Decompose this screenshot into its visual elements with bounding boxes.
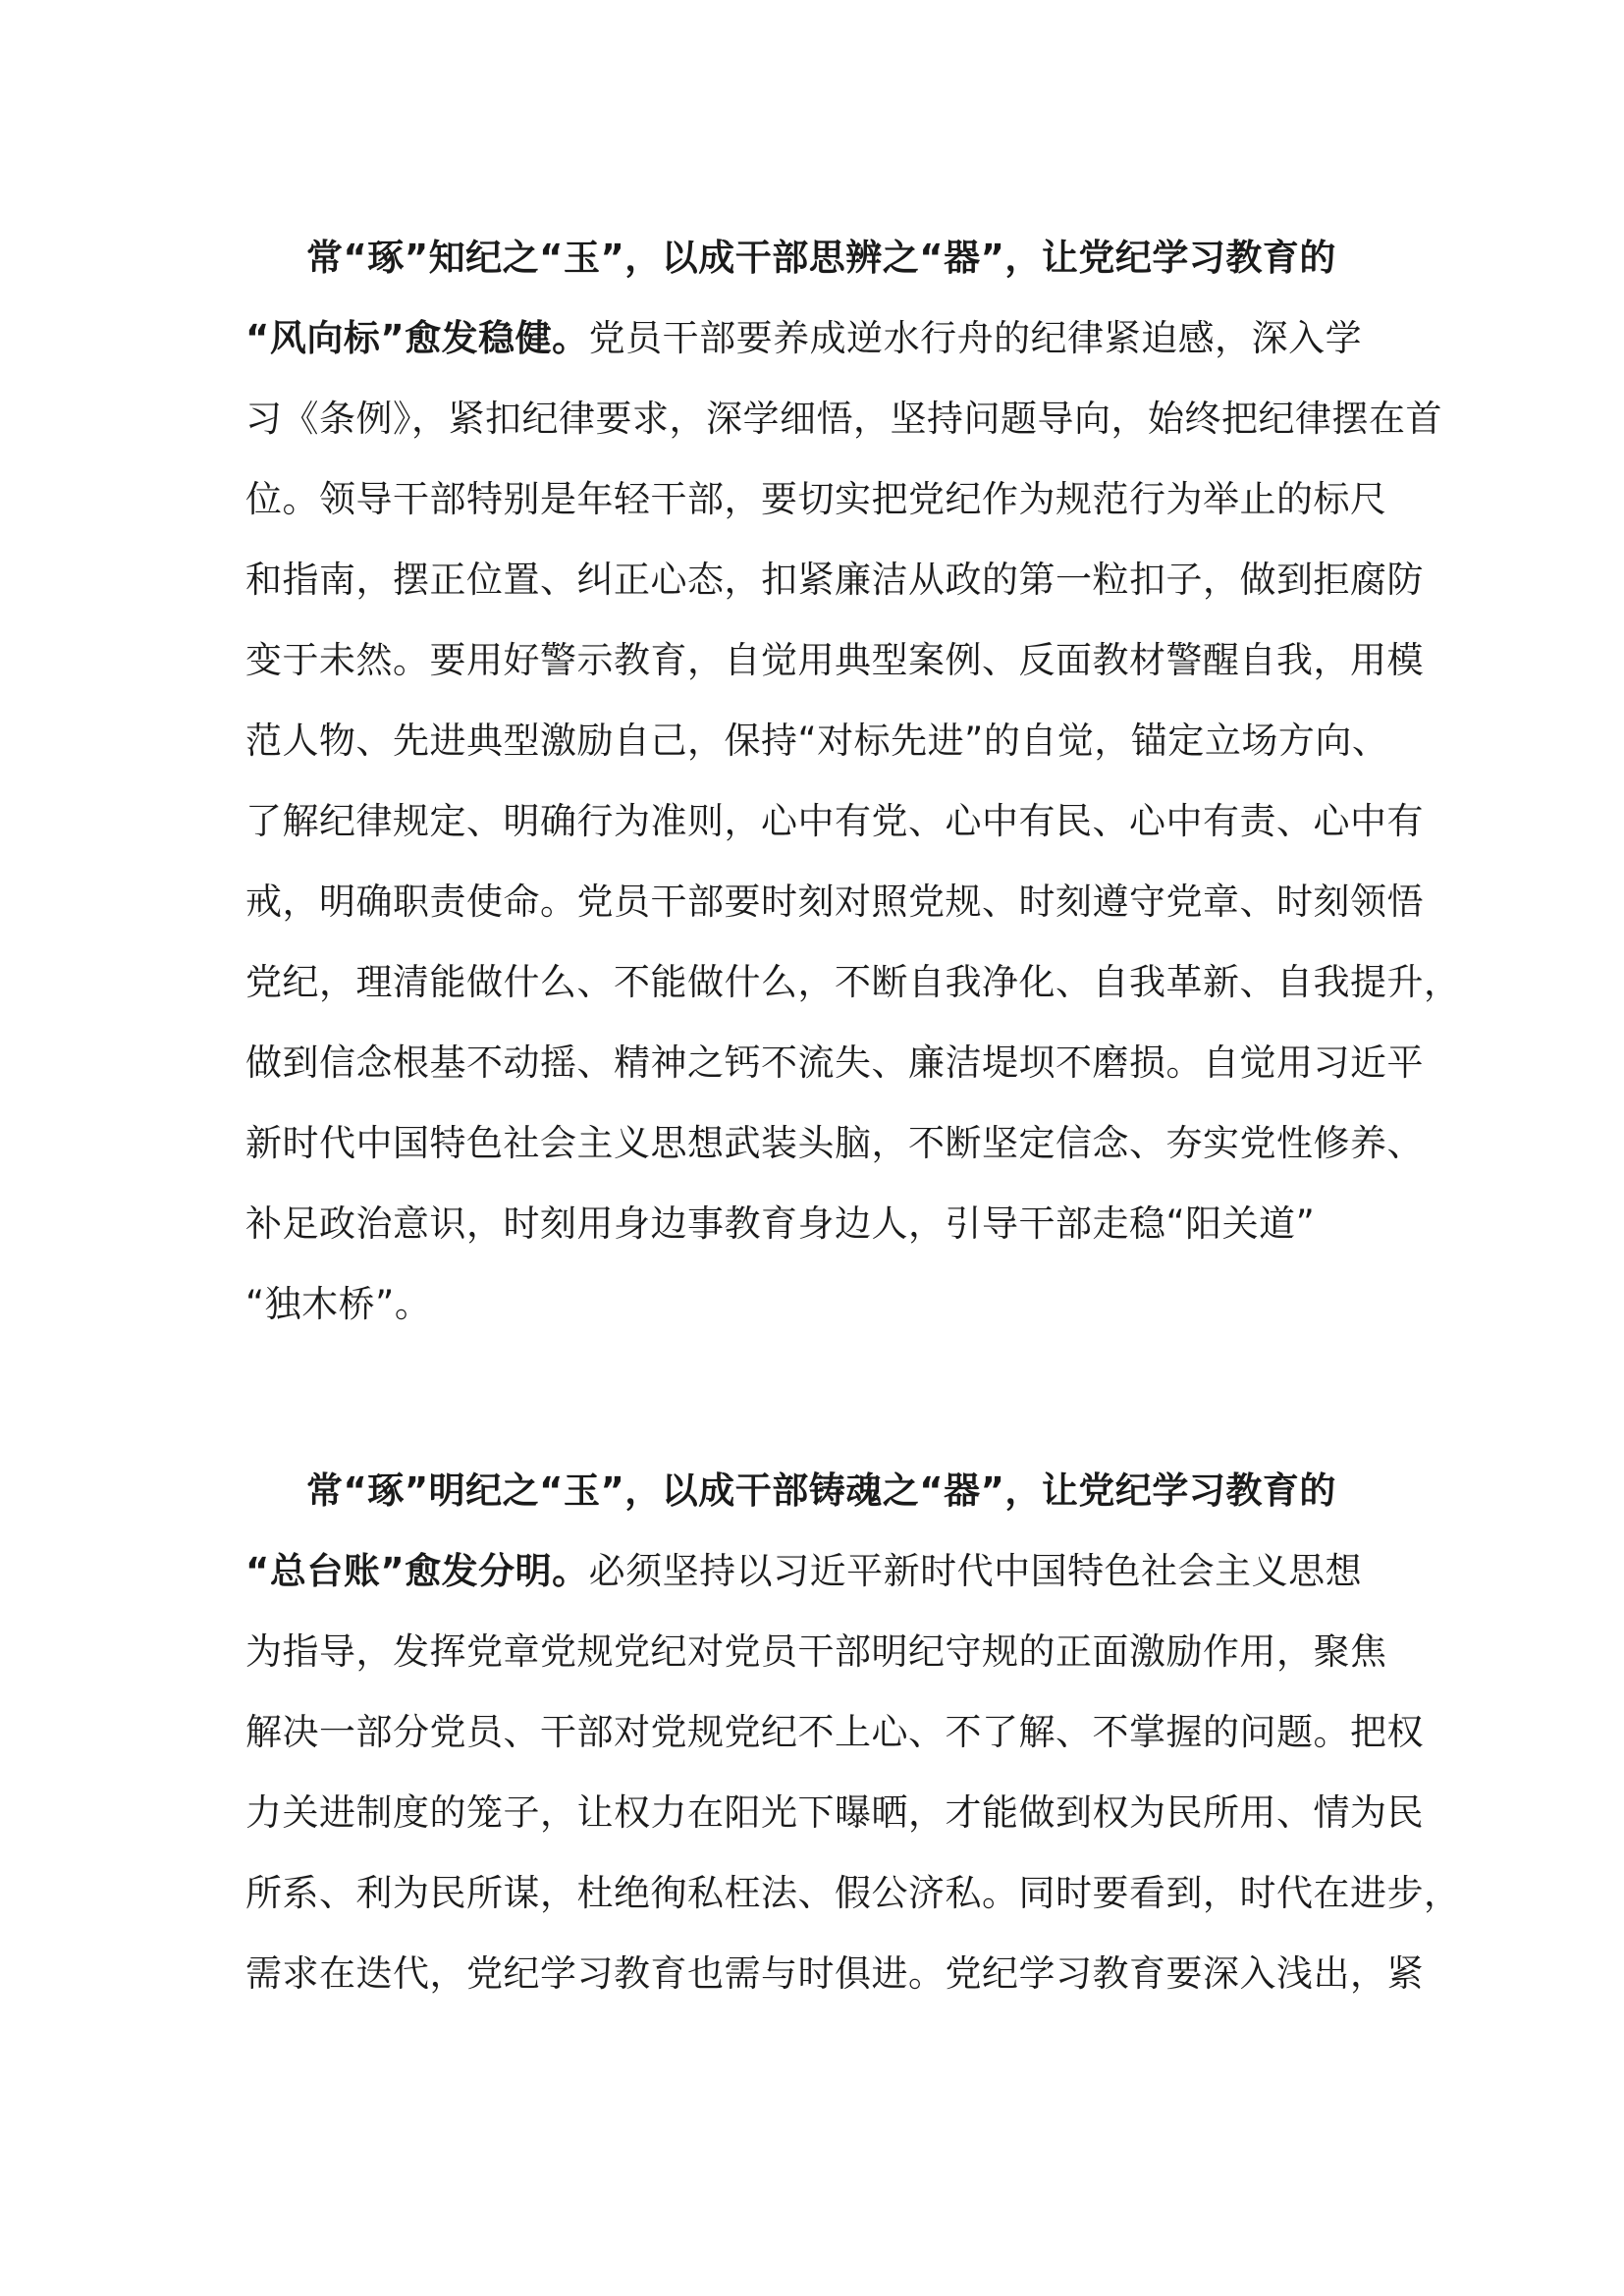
line-text: 解决一部分党员、干部对党规党纪不上心、不了解、不掌握的问题。把权 (245, 1711, 1424, 1753)
line-text: 变于未然。要用好警示教育，自觉用典型案例、反面教材警醒自我，用模 (245, 639, 1424, 681)
line-text: 习《条例》，紧扣纪律要求，深学细悟，坚持问题导向，始终把纪律摆在首 (245, 398, 1442, 440)
text-line (245, 781, 1424, 862)
text-line (245, 862, 1424, 942)
paragraph-1 (245, 218, 1461, 1345)
line-text: 新时代中国特色社会主义思想武装头脑，不断坚定信念、夯实党性修养、 (245, 1122, 1424, 1164)
text-line (245, 1612, 1387, 1692)
text-line (245, 1451, 1384, 1531)
paragraph-heading: 常“琢”明纪之“玉”，以成干部铸魂之“器”，让党纪学习教育的 (306, 1469, 1336, 1512)
line-text: “独木桥”。 (245, 1283, 432, 1325)
paragraph-2 (245, 1451, 1461, 2014)
line-text: 和指南，摆正位置、纠正心态，扣紧廉洁从政的第一粒扣子，做到拒腐防 (245, 559, 1424, 601)
line-text: 位。领导干部特别是年轻干部，要切实把党纪作为规范行为举止的标尺 (245, 478, 1387, 520)
line-text: 必须坚持以习近平新时代中国特色社会主义思想 (588, 1550, 1363, 1592)
text-line (245, 218, 1384, 298)
line-text: 为指导，发挥党章党规党纪对党员干部明纪守规的正面激励作用，聚焦 (245, 1630, 1387, 1673)
text-line (245, 620, 1424, 701)
paragraph-heading: “风向标”愈发稳健。 (245, 317, 589, 359)
line-text: 需求在迭代，党纪学习教育也需与时俱进。党纪学习教育要深入浅出，紧 (245, 1952, 1424, 1995)
paragraph-heading: 常“琢”知纪之“玉”，以成干部思辨之“器”，让党纪学习教育的 (306, 237, 1336, 279)
line-text: 党纪，理清能做什么、不能做什么，不断自我净化、自我革新、自我提升， (245, 961, 1461, 1003)
text-line (245, 540, 1424, 620)
text-line (245, 459, 1387, 540)
text-line (245, 1934, 1424, 2014)
text-line (245, 379, 1442, 459)
text-line (245, 1692, 1424, 1773)
text-line (245, 1531, 1384, 1612)
text-line (245, 1023, 1424, 1103)
paragraph-heading: “总台账”愈发分明。 (245, 1550, 589, 1592)
line-text: 范人物、先进典型激励自己，保持“对标先进”的自觉，锚定立场方向、 (245, 720, 1389, 762)
line-text: 做到信念根基不动摇、精神之钙不流失、廉洁堤坝不磨损。自觉用习近平 (245, 1041, 1424, 1084)
text-line (245, 1853, 1461, 1934)
line-text: 补足政治意识，时刻用身边事教育身边人，引导干部走稳“阳关道” (245, 1202, 1316, 1245)
text-line (245, 942, 1461, 1023)
line-text: 戒，明确职责使命。党员干部要时刻对照党规、时刻遵守党章、时刻领悟 (245, 881, 1424, 923)
text-line (245, 1264, 1384, 1345)
text-line (245, 1773, 1424, 1853)
text-line (245, 1184, 1384, 1264)
line-text: 了解纪律规定、明确行为准则，心中有党、心中有民、心中有责、心中有 (245, 800, 1424, 842)
line-text: 党员干部要养成逆水行舟的纪律紧迫感，深入学 (588, 317, 1363, 359)
text-line (245, 701, 1389, 781)
line-text: 所系、利为民所谋，杜绝徇私枉法、假公济私。同时要看到，时代在进步， (245, 1872, 1461, 1914)
text-line (245, 298, 1384, 379)
line-text: 力关进制度的笼子，让权力在阳光下曝晒，才能做到权为民所用、情为民 (245, 1791, 1424, 1834)
text-line (245, 1103, 1424, 1184)
